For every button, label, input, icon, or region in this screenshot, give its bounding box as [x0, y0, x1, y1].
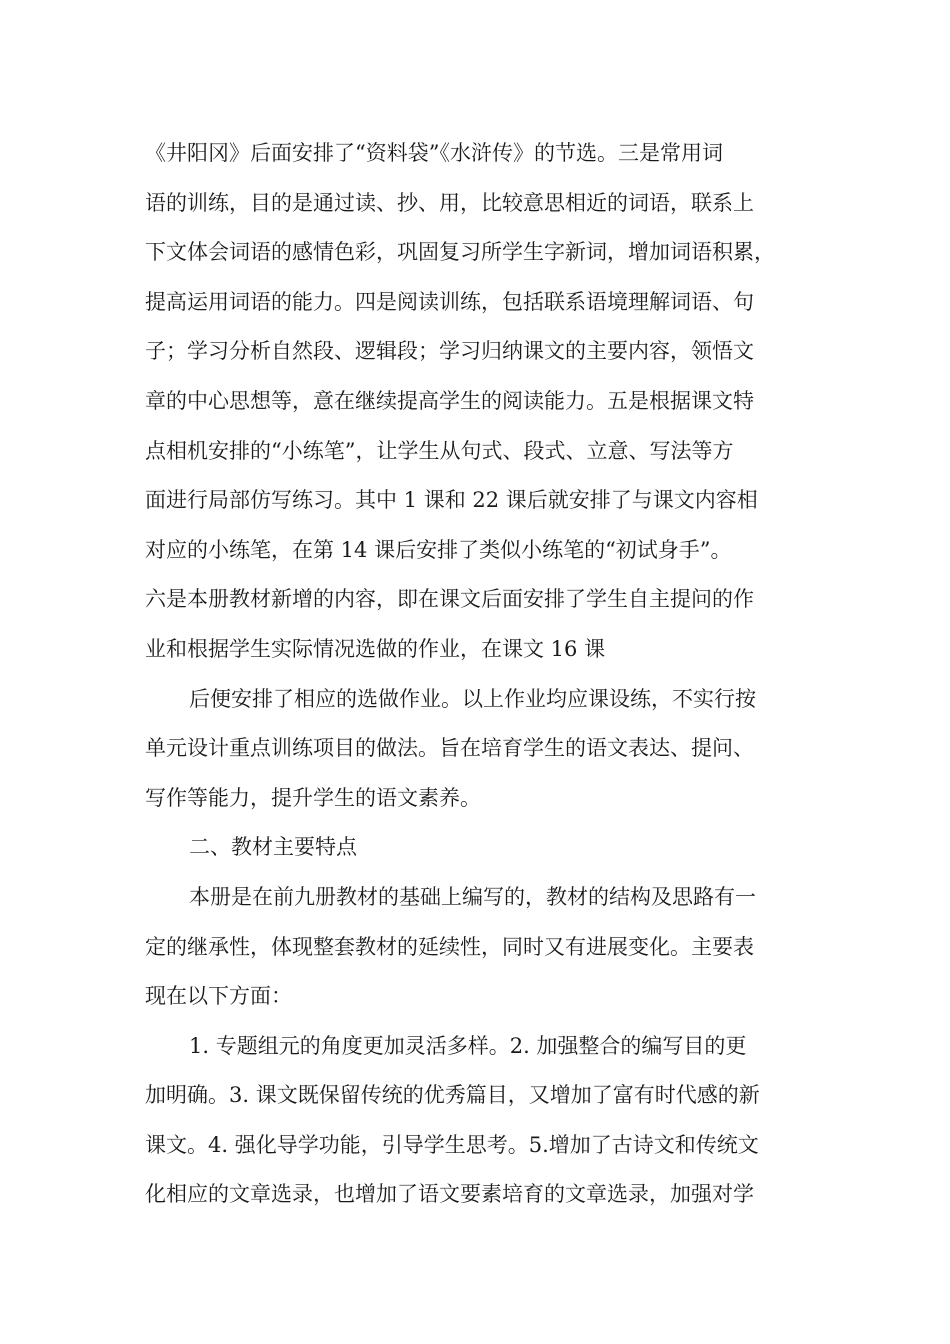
text-line: 子；学习分析自然段、逻辑段；学习归纳课文的主要内容，领悟文: [145, 339, 754, 364]
text-line: 业和根据学生实际情况选做的作业，在课文 16 课: [145, 636, 606, 661]
text-line: 六是本册教材新增的内容，即在课文后面安排了学生自主提问的作: [145, 587, 754, 612]
text-line: 章的中心思想等，意在继续提高学生的阅读能力。五是根据课文特: [145, 388, 754, 413]
text-line: 面进行局部仿写练习。其中 1 课和 22 课后就安排了与课文内容相: [145, 488, 758, 513]
text-line: 加明确。3. 课文既保留传统的优秀篇目，又增加了富有时代感的新: [145, 1083, 760, 1108]
text-line: 化相应的文章选录，也增加了语文要素培育的文章选录，加强对学: [145, 1182, 754, 1207]
text-line: 对应的小练笔，在第 14 课后安排了类似小练笔的“初试身手”。: [145, 537, 732, 562]
text-line: 《井阳冈》后面安排了“资料袋”《水浒传》的节选。三是常用词: [145, 141, 723, 165]
text-line: 语的训练，目的是通过读、抄、用，比较意思相近的词语，联系上: [145, 190, 754, 215]
body-text: [145, 129, 835, 1220]
text-line: 现在以下方面：: [145, 984, 292, 1009]
text-line: 二、教材主要特点: [189, 835, 357, 860]
text-line: 写作等能力，提升学生的语文素养。: [145, 785, 481, 810]
text-line: 本册是在前九册教材的基础上编写的，教材的结构及思路有一: [189, 884, 756, 909]
text-line: 课文。4. 强化导学功能，引导学生思考。5.增加了古诗文和传统文: [145, 1132, 759, 1157]
text-line: 提高运用词语的能力。四是阅读训练，包括联系语境理解词语、句: [145, 289, 754, 314]
text-line: 1. 专题组元的角度更加灵活多样。2. 加强整合的编写目的更: [189, 1033, 747, 1058]
text-line: 下文体会词语的感情色彩，巩固复习所学生字新词，增加词语积累，: [145, 240, 775, 265]
text-line: 点相机安排的“小练笔”，让学生从句式、段式、立意、写法等方: [145, 438, 734, 463]
text-line: 后便安排了相应的选做作业。以上作业均应课设练，不实行按: [189, 686, 756, 711]
text-line: 单元设计重点训练项目的做法。旨在培育学生的语文表达、提问、: [145, 736, 754, 761]
text-line: 定的继承性，体现整套教材的延续性，同时又有进展变化。主要表: [145, 934, 754, 959]
